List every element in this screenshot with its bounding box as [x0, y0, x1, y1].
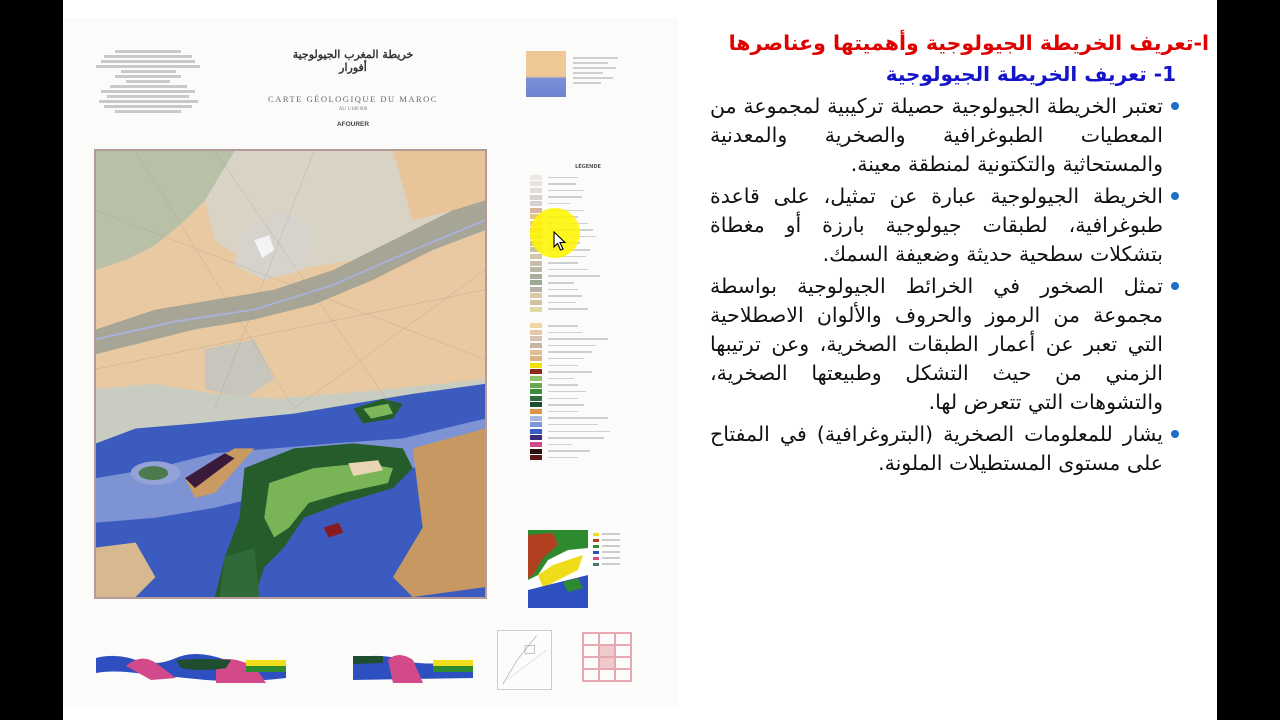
- bullet-dot-icon: [1171, 430, 1179, 438]
- bullet-item: تمثل الصخور في الخرائط الجيولوجية بواسطة مجموعة من الرموز والحروف والألوان الاصطلاحية التي تعبر عن أعمار الطبقات الصخرية، وعن ترتيبها الزمني من حيث التشكل وطبيعتها الصخرية، والتشوهات التي تتعرض لها.: [710, 272, 1175, 417]
- map-title-arabic: خريطة المغرب الجيولوجية أفورار: [292, 48, 414, 74]
- main-heading: ا-تعريف الخريطة الجيولوجية وأهميتها وعناصرها: [728, 31, 1209, 55]
- map-header-left: [93, 48, 203, 115]
- bullet-list: [678, 92, 1213, 478]
- slide: [63, 0, 1217, 720]
- bullet-item: الخريطة الجيولوجية عبارة عن تمثيل، على قاعدة طبوغرافية، لطبقات جيولوجية بارزة أو مغطاة بتشكلات سطحية حديثة وضعيفة السمك.: [710, 182, 1175, 269]
- cross-section-2: [353, 638, 473, 693]
- location-map: [497, 630, 552, 690]
- inset-top-map: [526, 51, 566, 97]
- bullet-dot-icon: [1171, 282, 1179, 290]
- geological-map-image: [63, 18, 678, 708]
- map-scale: AU 1/100 000: [338, 107, 368, 112]
- sheet-index-grid: [582, 632, 632, 682]
- bullet-dot-icon: [1171, 102, 1179, 110]
- geological-map-frame: [94, 149, 487, 599]
- legend-title: LÉGENDE: [575, 164, 601, 170]
- map-sheet-name: AFOURER: [336, 121, 370, 128]
- structural-inset-map: [528, 530, 588, 608]
- bullet-item: تعتبر الخريطة الجيولوجية حصيلة تركيبية لمجموعة من المعطيات الطبوغرافية والصخرية والمعدنية والمستحاثية والتكتونية لمنطقة معينة.: [710, 92, 1175, 179]
- inset-top-notes: [573, 54, 623, 87]
- sub-heading: 1- تعريف الخريطة الجيولوجية: [885, 62, 1176, 86]
- bullet-item: يشار للمعلومات الصخرية (البتروغرافية) في المفتاح على مستوى المستطيلات الملونة.: [710, 420, 1175, 478]
- slide-text-panel: [678, 26, 1213, 478]
- structural-inset-legend: [593, 531, 633, 567]
- mouse-cursor-icon: [553, 231, 567, 251]
- map-title-french: CARTE GÉOLOGIQUE DU MAROC: [268, 94, 438, 104]
- geological-map-drawing: [96, 151, 485, 597]
- cross-section-1: [96, 638, 286, 693]
- bullet-dot-icon: [1171, 192, 1179, 200]
